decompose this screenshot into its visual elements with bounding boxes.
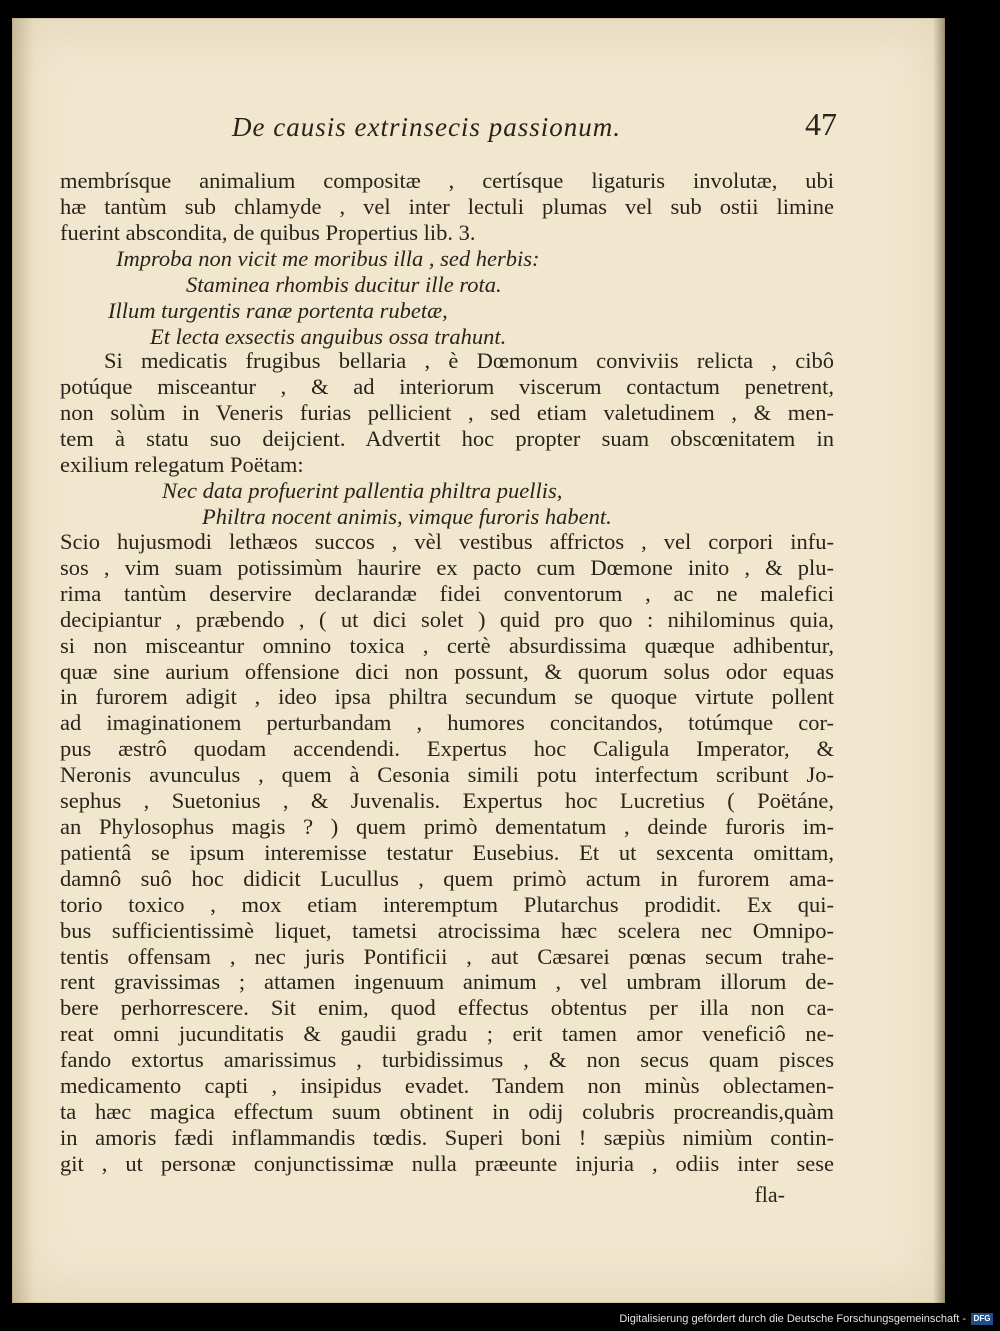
verse-line: Nec data profuerint pallentia philtra puellis, xyxy=(162,478,563,503)
footer-credit: Digitalisierung gefördert durch die Deutsche Forschungsgemeinschaft - xyxy=(619,1313,966,1325)
digitization-footer xyxy=(608,1311,993,1327)
verse-line: Et lecta exsectis anguibus ossa trahunt. xyxy=(150,323,507,349)
verse-line: Staminea rhombis ducitur ille rota. xyxy=(186,271,502,297)
text-line: an Phylosophus magis ? ) quem primò dementatum , deinde furoris im- xyxy=(60,813,834,839)
text-line: ta hæc magica effectum suum obtinent in odij colubris procreandis,quàm xyxy=(60,1098,834,1124)
text-line: pus æstrô quodam accendendi. Expertus hoc Caligula Imperator, & xyxy=(60,736,834,762)
text-line: in amoris fædi inflammandis tœdis. Superi boni ! sæpiùs nimiùm contin- xyxy=(60,1124,834,1150)
verse-line: Improba non vicit me moribus illa , sed herbis: xyxy=(116,246,540,271)
catchword: fla- xyxy=(754,1182,785,1207)
text-line: medicamento capti , insipidus evadet. Tandem non minùs oblectamen- xyxy=(60,1073,834,1099)
text-line: ad imaginationem perturbandam , humores concitandos, totúmque cor- xyxy=(60,710,834,736)
text-line: Si medicatis frugibus bellaria , è Dœmonum conviviis relicta , cibô xyxy=(104,348,834,373)
book-page xyxy=(12,18,945,1303)
text-line: non solùm in Veneris furias pellicient , sed etiam valetudinem , & men- xyxy=(60,399,834,425)
page-header xyxy=(232,106,837,146)
text-line: sos , vim suam potissimùm haurire ex pacto cum Dœmone inito , & plu- xyxy=(60,554,834,580)
text-line: decipiantur , præbendo , ( ut dici solet ) quid pro quo : nihilominus quia, xyxy=(60,606,834,632)
paragraph-scio xyxy=(60,529,834,1177)
text-line: fuerint abscondita, de quibus Propertius lib. 3. xyxy=(60,219,476,245)
text-line: tentis offensam , nec juris Pontificii , aut Cæsarei pœnas secum trahe- xyxy=(60,943,834,969)
text-line: reat omni jucunditatis & gaudii gradu ; erit tamen amor veneficiô ne- xyxy=(60,1021,834,1047)
text-line: Neronis avunculus , quem à Cesonia simili potu interfectum scribunt Jo- xyxy=(60,762,834,788)
text-line: git , ut personæ conjunctissimæ nulla præeunte injuria , odiis inter sese xyxy=(60,1150,834,1176)
text-line: sephus , Suetonius , & Juvenalis. Expertus hoc Lucretius ( Poëtáne, xyxy=(60,788,834,814)
text-line: rima tantùm deservire declarandæ fidei conventorum , ac ne malefici xyxy=(60,580,834,606)
text-line: quæ sine aurium offensione dici non possunt, & quorum solus odor equas xyxy=(60,658,834,684)
text-line: bus sufficientissimè liquet, tametsi atrocissima hæc scelera nec Omnipo- xyxy=(60,917,834,943)
text-line: hæ tantùm sub chlamyde , vel inter lectuli plumas vel sub ostii limine xyxy=(60,193,834,219)
text-line: tem à statu suo deijcient. Advertit hoc propter suam obscœnitatem in xyxy=(60,425,834,451)
text-line: potúque misceantur , & ad interiorum viscerum contactum penetrent, xyxy=(60,373,834,399)
paragraph-opening xyxy=(60,168,834,246)
text-line: si non misceantur omnino toxica , certè absurdissima quæque adhibentur, xyxy=(60,632,834,658)
text-line: Scio hujusmodi lethæos succos , vèl vestibus affrictos , vel corpori infu- xyxy=(60,529,834,554)
text-line: in furorem adigit , ideo ipsa philtra secundum se quoque virtute pollent xyxy=(60,684,834,710)
text-line: bere perhorrescere. Sit enim, quod effectus obtentus per illa non ca- xyxy=(60,995,834,1021)
text-line: fando extortus amarissimus , turbidissimus , & non secus quam pisces xyxy=(60,1047,834,1073)
text-line: membrísque animalium compositæ , certísque ligaturis involutæ, ubi xyxy=(60,168,834,193)
dfg-logo-icon[interactable]: DFG xyxy=(971,1313,993,1325)
verse-line: Philtra nocent animis, vimque furoris habent. xyxy=(202,503,612,529)
verse-quotation-ovid xyxy=(60,478,834,530)
running-title: De causis extrinsecis passionum. xyxy=(232,112,621,142)
text-line: rent gravissimas ; attamen ingenuum animum , vel umbram illorum de- xyxy=(60,969,834,995)
text-line: torio toxico , mox etiam interemptum Plutarchus prodidit. Ex qui- xyxy=(60,891,834,917)
text-line: damnô suô hoc didicit Lucullus , quem primò actum in furorem ama- xyxy=(60,865,834,891)
verse-line: Illum turgentis ranæ portenta rubetæ, xyxy=(108,297,448,323)
page-number: 47 xyxy=(805,106,837,142)
text-line: patientâ se ipsum interemisse testatur Eusebius. Et ut sexcenta omittam, xyxy=(60,839,834,865)
verse-quotation-propertius xyxy=(60,246,834,350)
paragraph-medicatis xyxy=(60,348,834,478)
text-line: exilium relegatum Poëtam: xyxy=(60,451,304,477)
